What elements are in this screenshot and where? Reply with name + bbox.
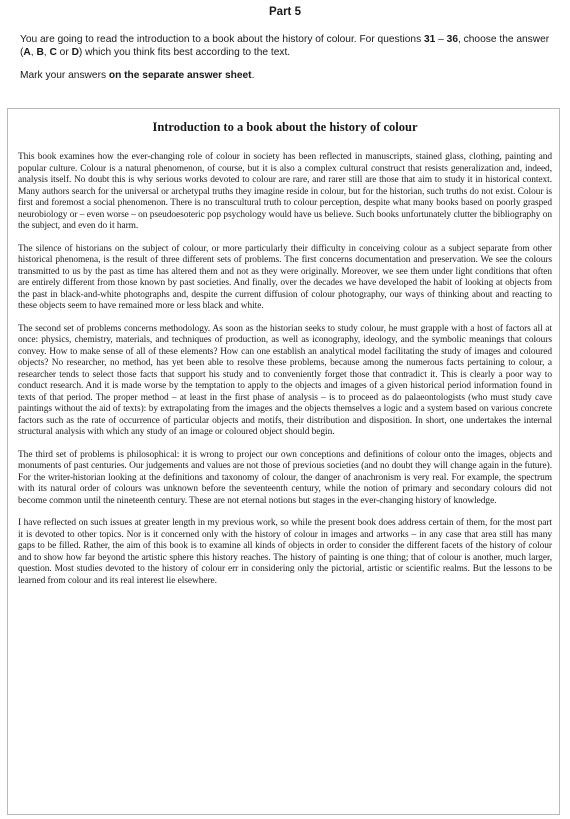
option-c: C — [49, 47, 57, 58]
instructions — [20, 33, 555, 82]
option-b: B — [36, 47, 44, 58]
answer-sheet-instruction: Mark your answers on the separate answer sheet. — [20, 70, 255, 81]
article-paragraph-5: I have reflected on such issues at greater length in my previous work, so while the present book does address certain of them, for the most part it is devoted to other topics. Nor is it concerned only with the history of colour in images and artworks – in any case that area still has many gaps to be filled. Rather, the aim of this book is to examine all kinds of objects in order to consider the different facets of the history of colour and to show how far beyond the artistic sphere this history reaches. The history of painting is one thing; that of colour is another, much larger, question. Most studies devoted to the history of colour err in considering only the pictorial, artistic or scientific realms. But the lessons to be learned from colour and its real interest lie elsewhere. — [18, 518, 552, 586]
article-paragraph-3: The second set of problems concerns methodology. As soon as the historian seeks to study colour, he must grapple with a host of factors all at once: physics, chemistry, materials, and techniques of production, as well as iconography, ideology, and the symbolic meanings that colours convey. How to make sense of all of these elements? How can one establish an analytical model facilitating the study of images and coloured objects? No researcher, no method, has yet been able to resolve these problems, because among the numerous facts pertaining to colour, a researcher tends to select those facts that support his study and to conveniently forget those that contradict it. This is clearly a poor way to conduct research. And it is made worse by the temptation to apply to the objects and images of a given historical period information found in texts of that period. The proper method – at least in the first phase of analysis – is to proceed as do palaeontologists (who must study cave paintings without the aid of texts): by extrapolating from the images and the objects themselves a logic and a system based on various concrete factors such as the rate of occurrence of particular objects and motifs, their distribution and disposition. In short, one undertakes the internal structural analysis with which any study of an image or coloured object should begin. — [18, 323, 552, 437]
article-paragraph-4: The third set of problems is philosophical: it is wrong to project our own conceptions and definitions of colour onto the images, objects and monuments of past centuries. Our judgements and values are not those of previous societies (and no doubt they will change again in the future). For the writer-historian looking at the definitions and taxonomy of colour, the danger of anachronism is very real. For example, the spectrum with its natural order of colours was unknown before the seventeenth century, while the notion of primary and secondary colours did not become common until the nineteenth century. These are not eternal notions but stages in the ever-changing history of knowledge. — [18, 449, 552, 506]
article-body — [18, 152, 552, 598]
question-range-start: 31 — [424, 34, 436, 45]
part-label: Part 5 — [269, 6, 301, 18]
option-a: A — [23, 47, 31, 58]
article-title: Introduction to a book about the history of colour — [152, 120, 418, 134]
option-d: D — [71, 47, 79, 58]
article-paragraph-1: This book examines how the ever-changing role of colour in society has been reflected in manuscripts, stained glass, clothing, painting and popular culture. Colour is a natural phenomenon, of course, but it is also a complex cultural construct that resists generalization and, indeed, analysis itself. No doubt this is why serious works devoted to colour are rare, and rarer still are those that aim to study it in historical context. Many authors search for the universal or archetypal truths they imagine reside in colour, but for the historian, such truths do not exist. Colour is first and foremost a social phenomenon. There is no transcultural truth to colour perception, despite what many books based on poorly grasped neurobiology or – even worse – on pseudoesoteric pop psychology would have us believe. Such books unfortunately clutter the bibliography on the subject, and even do it harm. — [18, 152, 552, 231]
task-instruction: You are going to read the introduction to a book about the history of colour. For questions 31 – 36, choose the answer (A, B, C or D) which you think fits best according to the text. — [20, 34, 550, 58]
question-range-end: 36 — [446, 34, 459, 45]
article-paragraph-2: The silence of historians on the subject of colour, or more particularly their difficulty in conceiving colour as a subject separate from other historical phenomena, is the result of three different sets of problems. The first concerns documentation and preservation. We see the colours transmitted to us by the past as time has altered them and not as they were originally. Moreover, we see them under light conditions that often are entirely different from those known by past societies. And finally, over the decades we have developed the habit of looking at objects from the past in black-and-white photographs and, despite the current diffusion of colour photography, our ways of thinking about and reacting to these objects seem to have remained more or less black and white. — [18, 243, 552, 311]
